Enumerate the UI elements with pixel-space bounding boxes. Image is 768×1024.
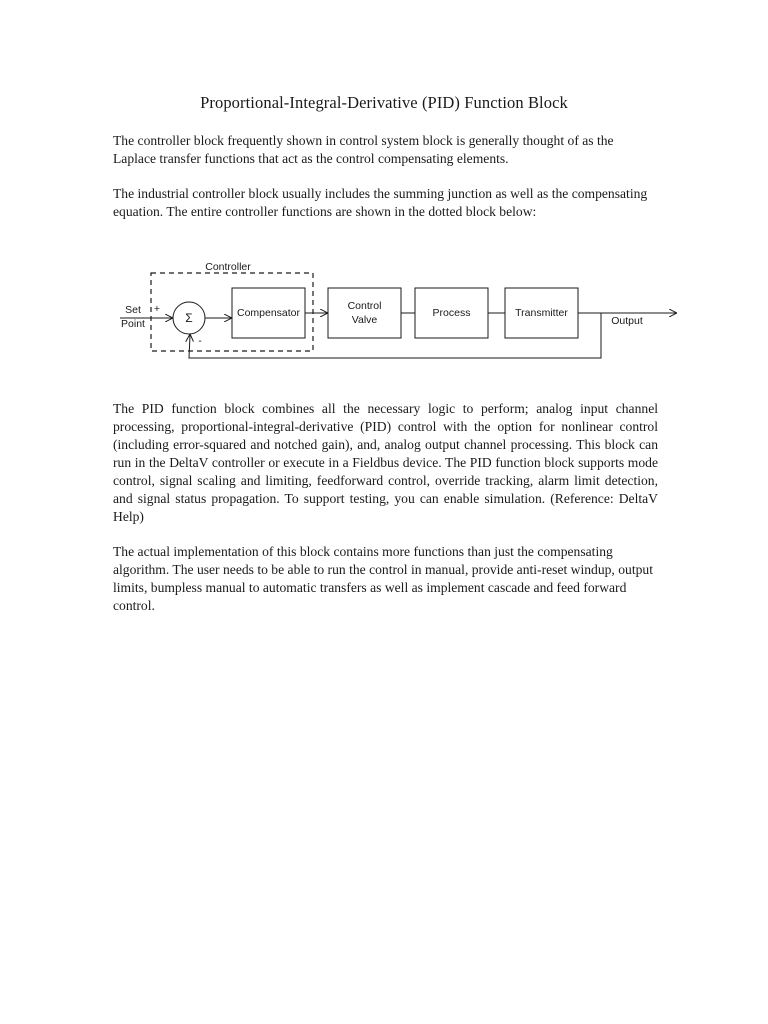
set-point-label-line1: Set	[125, 304, 141, 316]
process-label: Process	[432, 307, 471, 319]
pid-block-diagram	[110, 255, 690, 365]
paragraph-implementation-text: The actual implementation of this block contains more functions than just the compensating algorithm. The user needs to be able to run the control in manual, provide anti-reset windup, output limits, bumpless manual to automatic transfers as well as implement cascade and feed forward control.	[113, 544, 653, 613]
paragraph-controller-block	[113, 185, 658, 221]
paragraph-controller-block-text: The industrial controller block usually includes the summing junction as well as the compensating equation. The entire controller functions are shown in the dotted block below:	[113, 186, 648, 219]
control-valve-block	[328, 288, 401, 338]
paragraph-intro	[113, 132, 658, 168]
paragraph-intro-text: The controller block frequently shown in control system block is generally thought of as the Laplace transfer functions that act as the control compensating elements.	[113, 133, 614, 166]
paragraph-pid-function-block-text: The PID function block combines all the necessary logic to perform; analog input channel processing, proportional-integral-derivative (PID) control with the option for nonlinear control (including error-squared and notched gain), and, analog output channel processing. This block can run in the DeltaV controller or execute in a Fieldbus device. The PID function block supports mode control, signal scaling and limiting, feedforward control, override tracking, alarm limit detection, and signal status propagation. To support testing, you can enable simulation. (Reference: DeltaV Help)	[113, 401, 658, 524]
paragraph-implementation	[113, 543, 658, 615]
compensator-label: Compensator	[236, 307, 301, 319]
sigma-symbol: Σ	[185, 311, 193, 325]
set-point-label-line2: Point	[121, 318, 145, 330]
minus-sign: -	[198, 335, 202, 347]
plus-sign: +	[153, 303, 161, 315]
transmitter-label: Transmitter	[515, 307, 568, 319]
controller-label: Controller	[205, 261, 251, 273]
control-valve-label-line1: Control	[347, 300, 382, 312]
control-valve-label-line2: Valve	[351, 314, 378, 326]
paragraph-pid-function-block	[113, 400, 658, 526]
output-label: Output	[611, 315, 643, 327]
document-title: Proportional-Integral-Derivative (PID) Function Block	[200, 93, 568, 112]
block-diagram-svg	[110, 255, 690, 365]
